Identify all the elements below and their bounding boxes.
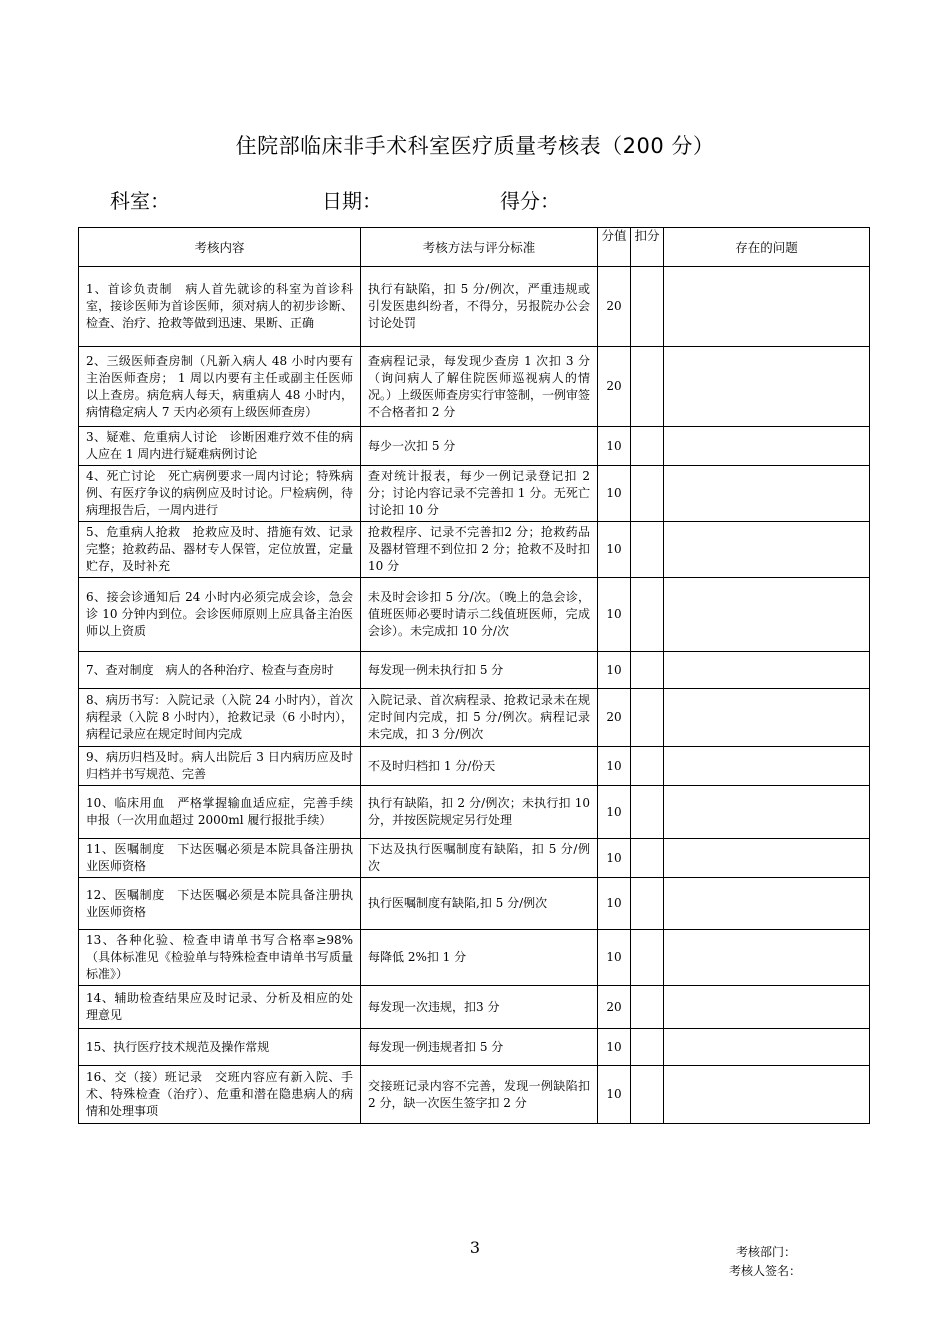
issue-cell	[664, 786, 870, 839]
header-issue: 存在的问题	[664, 228, 870, 267]
deduct-cell	[631, 878, 664, 930]
score-cell: 20	[598, 347, 631, 427]
content-cell: 10、临床用血 严格掌握输血适应症，完善手续申报（一次用血超过 2000ml 履行报批手续）	[79, 786, 361, 839]
footer-signer: 考核人签名：	[729, 1264, 802, 1278]
score-label: 得分：	[500, 189, 560, 213]
page-title: 住院部临床非手术科室医疗质量考核表（200 分）	[235, 134, 715, 158]
content-cell: 16、交（接）班记录 交班内容应有新入院、手术、特殊检查（治疗）、危重和潜在隐患病人的病情和处理事项	[79, 1066, 361, 1124]
score-cell: 10	[598, 522, 631, 578]
table-row	[79, 466, 870, 522]
score-cell: 10	[598, 786, 631, 839]
score-cell: 10	[598, 427, 631, 466]
method-cell: 每降低 2%扣 1 分	[361, 930, 598, 986]
method-cell: 查病程记录，每发现少查房 1 次扣 3 分（询问病人了解住院医师巡视病人的情况。）上级医师查房实行审签制，一例审签不合格者扣 2 分	[361, 347, 598, 427]
table-row	[79, 652, 870, 689]
issue-cell	[664, 427, 870, 466]
content-cell: 2、三级医师查房制（凡新入病人 48 小时内要有主治医师查房； 1 周以内要有主任或副主任医师以上查房。病危病人每天，病重病人 48 小时内，病情稳定病人 7 天内必须有上级医师查房）	[79, 347, 361, 427]
score-cell: 10	[598, 1029, 631, 1066]
header-score: 分值	[598, 228, 631, 267]
method-cell: 每发现一次违规，扣3 分	[361, 986, 598, 1029]
table-header-row	[79, 228, 870, 267]
issue-cell	[664, 747, 870, 786]
deduct-cell	[631, 267, 664, 347]
dept-label: 科室：	[110, 189, 170, 213]
header-deduct: 扣分	[631, 228, 664, 267]
score-cell: 10	[598, 930, 631, 986]
deduct-cell	[631, 578, 664, 652]
table-row	[79, 347, 870, 427]
score-cell: 10	[598, 466, 631, 522]
content-cell: 13、各种化验、检查申请单书写合格率≥98%（具体标准见《检验单与特殊检查申请单书写质量标准》）	[79, 930, 361, 986]
method-cell: 入院记录、首次病程录、抢救记录未在规定时间内完成，扣 5 分/例次。病程记录未完成，扣 3 分/例次	[361, 689, 598, 747]
assessment-table	[78, 227, 870, 1124]
method-cell: 交接班记录内容不完善，发现一例缺陷扣 2 分，缺一次医生签字扣 2 分	[361, 1066, 598, 1124]
content-cell: 7、查对制度 病人的各种治疗、检查与查房时	[79, 652, 361, 689]
date-label: 日期：	[322, 189, 382, 213]
table-row	[79, 1066, 870, 1124]
deduct-cell	[631, 347, 664, 427]
deduct-cell	[631, 786, 664, 839]
issue-cell	[664, 1066, 870, 1124]
deduct-cell	[631, 747, 664, 786]
issue-cell	[664, 466, 870, 522]
content-cell: 1、首诊负责制 病人首先就诊的科室为首诊科室，接诊医师为首诊医师，须对病人的初步诊断、检查、治疗、抢救等做到迅速、果断、正确	[79, 267, 361, 347]
table-row	[79, 878, 870, 930]
method-cell: 执行有缺陷，扣 5 分/例次，严重违规或引发医患纠纷者，不得分，另报院办公会讨论处罚	[361, 267, 598, 347]
table-row	[79, 1029, 870, 1066]
method-cell: 执行医嘱制度有缺陷,扣 5 分/例次	[361, 878, 598, 930]
deduct-cell	[631, 652, 664, 689]
deduct-cell	[631, 930, 664, 986]
content-cell: 14、辅助检查结果应及时记录、分析及相应的处理意见	[79, 986, 361, 1029]
deduct-cell	[631, 466, 664, 522]
issue-cell	[664, 652, 870, 689]
table-row	[79, 689, 870, 747]
table-row	[79, 839, 870, 878]
content-cell: 15、执行医疗技术规范及操作常规	[79, 1029, 361, 1066]
header-content: 考核内容	[79, 228, 361, 267]
content-cell: 3、疑难、危重病人讨论 诊断困难疗效不佳的病人应在 1 周内进行疑难病例讨论	[79, 427, 361, 466]
table-row	[79, 786, 870, 839]
deduct-cell	[631, 522, 664, 578]
table-row	[79, 522, 870, 578]
deduct-cell	[631, 689, 664, 747]
method-cell: 每少一次扣 5 分	[361, 427, 598, 466]
header-method: 考核方法与评分标准	[361, 228, 598, 267]
table-row	[79, 930, 870, 986]
score-cell: 10	[598, 1066, 631, 1124]
table-row	[79, 986, 870, 1029]
score-cell: 20	[598, 267, 631, 347]
deduct-cell	[631, 1066, 664, 1124]
table-row	[79, 427, 870, 466]
method-cell: 未及时会诊扣 5 分/次。（晚上的急会诊，值班医师必要时请示二线值班医师，完成会诊）。未完成扣 10 分/次	[361, 578, 598, 652]
deduct-cell	[631, 1029, 664, 1066]
issue-cell	[664, 578, 870, 652]
method-cell: 抢救程序、记录不完善扣2 分；抢救药品及器材管理不到位扣 2 分；抢救不及时扣 10 分	[361, 522, 598, 578]
table-row	[79, 578, 870, 652]
deduct-cell	[631, 986, 664, 1029]
content-cell: 11、医嘱制度 下达医嘱必须是本院具备注册执业医师资格	[79, 839, 361, 878]
score-cell: 20	[598, 986, 631, 1029]
content-cell: 4、死亡讨论 死亡病例要求一周内讨论；特殊病例、有医疗争议的病例应及时讨论。尸检病例，待病理报告后，一周内进行	[79, 466, 361, 522]
issue-cell	[664, 878, 870, 930]
score-cell: 10	[598, 839, 631, 878]
content-cell: 9、病历归档及时。病人出院后 3 日内病历应及时归档并书写规范、完善	[79, 747, 361, 786]
page-number: 3	[469, 1238, 481, 1257]
method-cell: 每发现一例未执行扣 5 分	[361, 652, 598, 689]
issue-cell	[664, 1029, 870, 1066]
issue-cell	[664, 522, 870, 578]
method-cell: 执行有缺陷，扣 2 分/例次；未执行扣 10 分，并按医院规定另行处理	[361, 786, 598, 839]
issue-cell	[664, 839, 870, 878]
score-cell: 10	[598, 578, 631, 652]
content-cell: 5、危重病人抢救 抢救应及时、措施有效、记录完整；抢救药品、器材专人保管，定位放置，定量贮存，及时补充	[79, 522, 361, 578]
footer-dept: 考核部门：	[736, 1245, 797, 1259]
method-cell: 每发现一例违规者扣 5 分	[361, 1029, 598, 1066]
table-row	[79, 747, 870, 786]
deduct-cell	[631, 427, 664, 466]
content-cell: 8、病历书写：入院记录（入院 24 小时内），首次病程录（入院 8 小时内），抢救记录（6 小时内），病程记录应在规定时间内完成	[79, 689, 361, 747]
method-cell: 不及时归档扣 1 分/份天	[361, 747, 598, 786]
table-row	[79, 267, 870, 347]
score-cell: 10	[598, 652, 631, 689]
score-cell: 20	[598, 689, 631, 747]
issue-cell	[664, 347, 870, 427]
score-cell: 10	[598, 747, 631, 786]
content-cell: 6、接会诊通知后 24 小时内必须完成会诊，急会诊 10 分钟内到位。会诊医师原则上应具备主治医师以上资质	[79, 578, 361, 652]
score-cell: 10	[598, 878, 631, 930]
issue-cell	[664, 930, 870, 986]
issue-cell	[664, 689, 870, 747]
deduct-cell	[631, 839, 664, 878]
issue-cell	[664, 267, 870, 347]
method-cell: 下达及执行医嘱制度有缺陷，扣 5 分/例次	[361, 839, 598, 878]
content-cell: 12、医嘱制度 下达医嘱必须是本院具备注册执业医师资格	[79, 878, 361, 930]
issue-cell	[664, 986, 870, 1029]
method-cell: 查对统计报表，每少一例记录登记扣 2 分；讨论内容记录不完善扣 1 分。无死亡讨论扣 10 分	[361, 466, 598, 522]
